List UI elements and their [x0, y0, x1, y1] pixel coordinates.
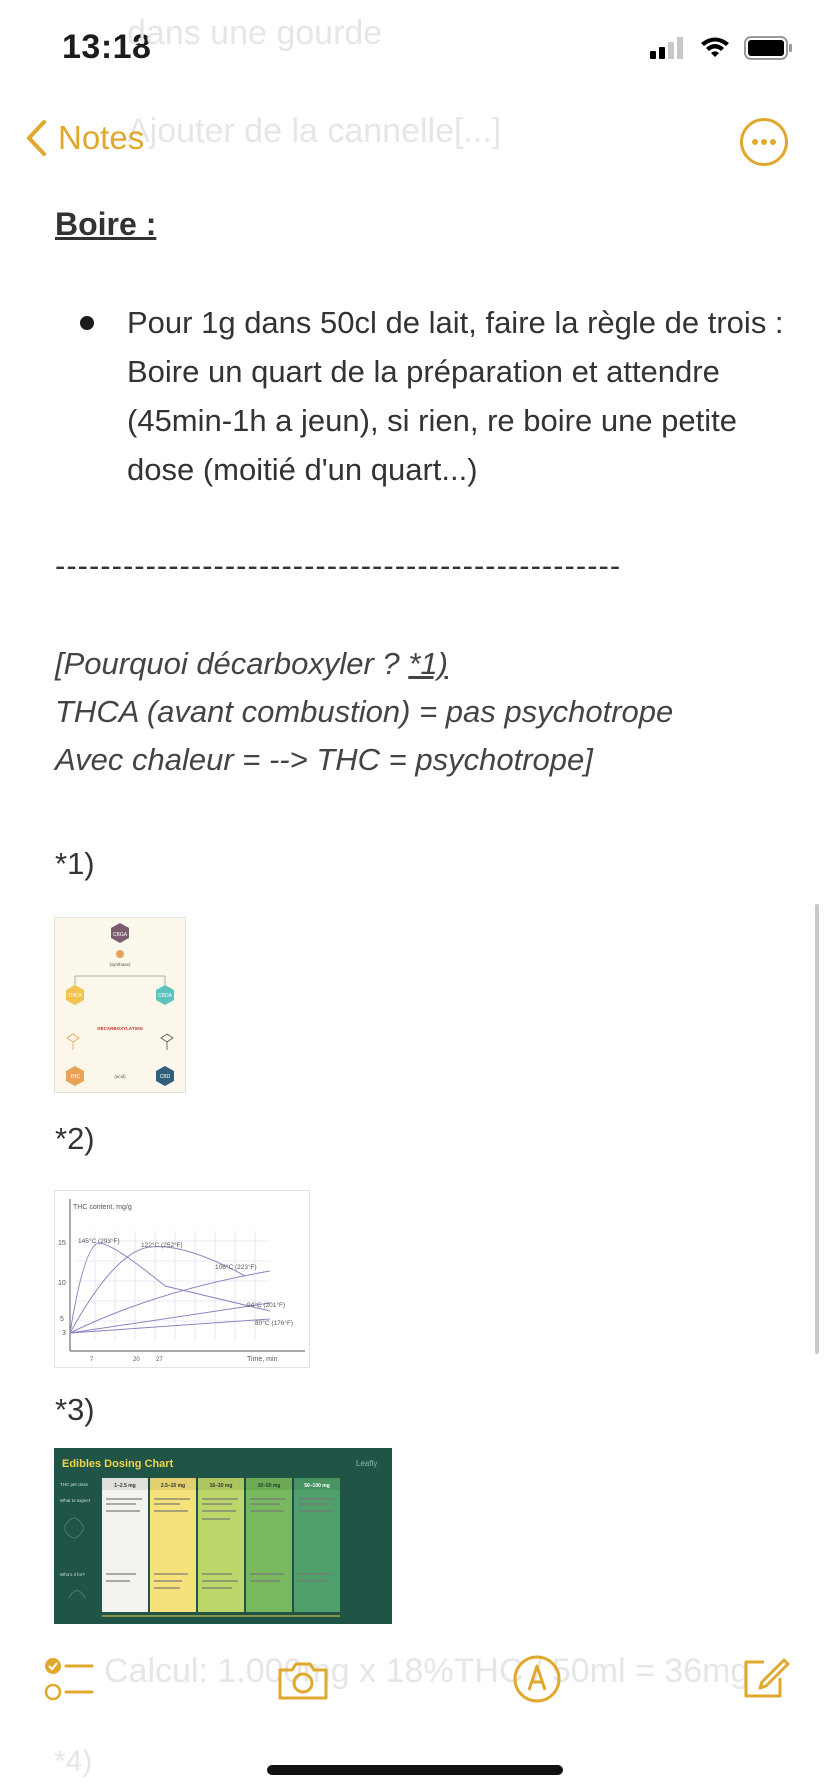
series-145c: 145°C (293°F) [78, 1238, 120, 1245]
dashed-divider: -------------------------------------------------- [55, 548, 622, 583]
back-to-notes-button[interactable] [24, 118, 144, 158]
series-122c: 122°C (252°F) [141, 1242, 183, 1249]
y-tick-3: 3 [62, 1330, 66, 1337]
col-1: 1–2.5 mg [114, 1483, 136, 1489]
col-2: 2.5–15 mg [160, 1483, 186, 1489]
series-106c: 106°C (223°F) [215, 1264, 257, 1271]
dosing-chart-svg [54, 1448, 392, 1624]
markup-pen-icon [512, 1654, 562, 1704]
status-icons [650, 36, 794, 60]
ref-label-2: *2) [55, 1121, 95, 1156]
synthase-label: (synthase) [109, 962, 131, 967]
y-tick-5: 5 [60, 1316, 64, 1323]
why-line-3: Avec chaleur = --> THC = psychotrope] [55, 742, 593, 777]
ghost-text-second: Ajouter de la cannelle[...] [127, 112, 502, 150]
why-decarb-block [55, 640, 795, 784]
vertical-scrollbar[interactable] [815, 904, 819, 1354]
decarb-label: DÉCARBOXYLATION [97, 1026, 143, 1031]
chevron-left-icon [24, 118, 48, 158]
leafly-brand: Leafly [356, 1459, 378, 1468]
thc-graph-svg [55, 1191, 309, 1367]
x-tick-20: 20 [133, 1357, 140, 1363]
battery-icon [744, 36, 794, 60]
col-3: 15–30 mg [209, 1483, 233, 1489]
wifi-icon [700, 37, 730, 59]
ref-label-3: *3) [55, 1392, 95, 1427]
checklist-button[interactable] [44, 1656, 94, 1709]
section-heading: Boire : [55, 206, 157, 242]
bullet-point [80, 316, 94, 330]
decarb-diagram-svg [55, 918, 185, 1092]
series-80c: 80°C (176°F) [255, 1320, 294, 1327]
acid-label: (acid) [114, 1074, 126, 1079]
decarboxylation-diagram-image[interactable] [54, 917, 186, 1093]
why-line-2: THCA (avant combustion) = pas psychotrope [55, 694, 674, 729]
row-label-who: Who's it for? [60, 1572, 85, 1577]
dosing-title: Edibles Dosing Chart [62, 1458, 174, 1470]
col-4: 30–50 mg [257, 1483, 281, 1489]
x-tick-7: 7 [90, 1357, 94, 1363]
thca-label: THCA [68, 993, 82, 999]
camera-icon [276, 1658, 330, 1702]
ref-label-1: *1) [55, 846, 95, 881]
bullet-text: Pour 1g dans 50cl de lait, faire la règle de trois : Boire un quart de la préparation et attendre (45min-1h a jeun), si rien, re boire une petite dose (moitié d'un quart...) [127, 305, 784, 487]
checklist-icon [44, 1656, 94, 1704]
ghost-calc-text: Calcul: 1.000mg x 18%THC / 50ml = 36mg [104, 1652, 750, 1690]
col-5: 50–100 mg [304, 1483, 330, 1489]
graph-xlabel: Time, min [247, 1356, 278, 1363]
ghost-ref-4: *4) [54, 1745, 93, 1778]
y-tick-15: 15 [58, 1240, 66, 1247]
ghost-text-top: dans une gourde [127, 14, 383, 52]
cbga-label: CBGA [112, 932, 128, 938]
camera-button[interactable] [276, 1658, 330, 1707]
ellipsis-icon [751, 138, 777, 146]
status-time: 13:18 [62, 28, 152, 66]
series-94c: 94°C (201°F) [247, 1302, 286, 1309]
why-line-1-text: [Pourquoi décarboxyler ? [55, 646, 409, 681]
compose-icon [742, 1654, 790, 1702]
graph-ylabel: THC content, mg/g [73, 1204, 132, 1211]
back-label: Notes [58, 119, 145, 156]
thc-label: THC [69, 1074, 81, 1080]
home-indicator[interactable] [267, 1765, 563, 1775]
cbd-label: CBD [159, 1074, 171, 1080]
cellular-signal-icon [650, 37, 686, 59]
bottom-toolbar [0, 1640, 828, 1720]
why-line-1 [55, 640, 795, 688]
row-label-thc: THC per dose [60, 1482, 89, 1487]
cbda-label: CBDA [158, 993, 172, 999]
x-tick-27: 27 [156, 1357, 163, 1363]
edibles-dosing-chart-image[interactable] [54, 1448, 392, 1624]
thc-content-graph-image[interactable] [54, 1190, 310, 1368]
why-ref-link[interactable]: *1) [408, 646, 448, 681]
compose-button[interactable] [742, 1654, 790, 1707]
more-options-button[interactable] [740, 118, 788, 166]
y-tick-10: 10 [58, 1280, 66, 1287]
row-label-expect: What to expect [60, 1498, 91, 1503]
markup-button[interactable] [512, 1654, 562, 1709]
